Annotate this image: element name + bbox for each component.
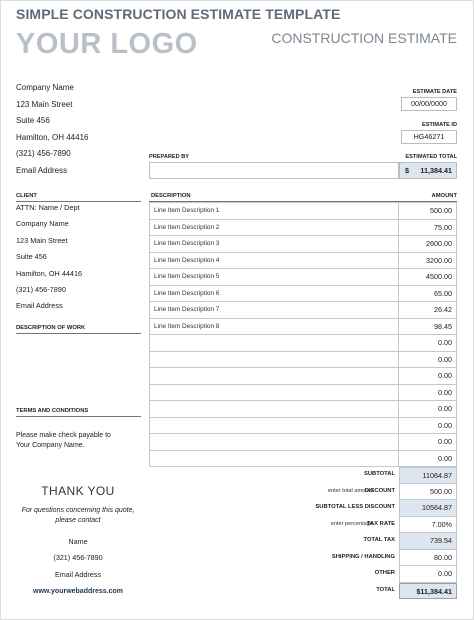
line-item-description[interactable]: Line Item Description 3 — [150, 236, 399, 253]
summary-row — [149, 533, 457, 550]
terms-divider — [16, 416, 141, 417]
line-item-row — [150, 335, 457, 352]
currency-symbol: $ — [405, 166, 409, 175]
total-tax-value: 739.54 — [399, 533, 457, 550]
line-item-row — [150, 236, 457, 253]
estimated-total-value: 11,384.41 — [420, 166, 452, 175]
tax-rate-label: TAX RATE — [366, 520, 395, 527]
subtotal-less-discount-value: 10564.87 — [399, 500, 457, 517]
line-item-amount[interactable]: 2600.00 — [399, 236, 457, 253]
grand-total-label: TOTAL — [376, 586, 395, 593]
line-item-amount[interactable]: 500.00 — [399, 203, 457, 220]
description-of-work-label: DESCRIPTION OF WORK — [16, 325, 86, 331]
discount-label: DISCOUNT — [364, 487, 395, 494]
line-item-description[interactable] — [150, 417, 399, 434]
line-item-row — [150, 450, 457, 467]
line-item-amount[interactable]: 75.00 — [399, 219, 457, 236]
contact-email: Email Address — [55, 570, 101, 579]
terms-line: Please make check payable to — [16, 432, 111, 439]
line-item-amount[interactable]: 0.00 — [399, 351, 457, 368]
summary-row — [149, 517, 457, 534]
line-item-row — [150, 285, 457, 302]
line-item-row — [150, 203, 457, 220]
contact-phone: (321) 456-7890 — [53, 553, 103, 562]
total-tax-label: TOTAL TAX — [363, 537, 395, 543]
line-item-description[interactable]: Line Item Description 1 — [150, 203, 399, 220]
estimate-date-label: ESTIMATE DATE — [412, 89, 457, 95]
summary-row — [149, 566, 457, 583]
client-phone: (321) 456-7890 — [16, 284, 66, 294]
other-field[interactable]: 0.00 — [399, 566, 457, 583]
estimate-id-field[interactable]: HG46271 — [401, 130, 457, 144]
client-city: Hamilton, OH 44416 — [16, 268, 83, 278]
company-info — [16, 83, 88, 183]
logo-placeholder: YOUR LOGO — [16, 28, 198, 60]
line-item-description[interactable]: Line Item Description 2 — [150, 219, 399, 236]
other-label: OTHER — [374, 570, 395, 576]
estimated-total-label: ESTIMATED TOTAL — [405, 154, 457, 160]
description-of-work-divider — [16, 333, 141, 334]
line-item-amount[interactable]: 0.00 — [399, 368, 457, 385]
line-item-description[interactable] — [150, 434, 399, 451]
line-item-description[interactable] — [150, 401, 399, 418]
line-item-description[interactable]: Line Item Description 8 — [150, 318, 399, 335]
line-item-description[interactable] — [150, 368, 399, 385]
shipping-label: SHIPPING / HANDLING — [331, 553, 395, 560]
line-item-amount[interactable]: 0.00 — [399, 417, 457, 434]
line-item-description[interactable] — [150, 450, 399, 467]
client-street: 123 Main Street — [16, 235, 68, 245]
line-item-row — [150, 252, 457, 269]
line-item-amount[interactable]: 0.00 — [399, 401, 457, 418]
line-item-amount[interactable]: 0.00 — [399, 384, 457, 401]
contact-note-line: For questions concerning this quote, — [21, 507, 135, 514]
line-items-table — [149, 202, 457, 467]
line-item-amount[interactable]: 0.00 — [399, 450, 457, 467]
client-divider — [16, 201, 141, 202]
subtotal-label: SUBTOTAL — [363, 471, 395, 477]
line-item-row — [150, 351, 457, 368]
subtotal-value: 11064.87 — [399, 467, 457, 484]
company-city: Hamilton, OH 44416 — [16, 132, 89, 142]
line-item-amount[interactable]: 4500.00 — [399, 269, 457, 286]
company-suite: Suite 456 — [16, 116, 50, 126]
line-item-description[interactable] — [150, 384, 399, 401]
line-item-amount[interactable]: 0.00 — [399, 434, 457, 451]
client-suite: Suite 456 — [16, 252, 47, 262]
summary-row — [149, 550, 457, 567]
line-item-description[interactable]: Line Item Description 6 — [150, 285, 399, 302]
client-email: Email Address — [16, 301, 63, 311]
company-email: Email Address — [16, 165, 68, 175]
tax-rate-field[interactable]: 7.00% — [399, 517, 457, 534]
summary-row — [149, 467, 457, 484]
summary-row — [149, 484, 457, 501]
line-item-row — [150, 219, 457, 236]
company-name: Company Name — [16, 83, 74, 92]
terms-label: TERMS AND CONDITIONS — [16, 408, 89, 414]
description-of-work-field[interactable] — [16, 337, 141, 403]
estimated-total-field — [399, 162, 457, 179]
line-item-amount[interactable]: 65.00 — [399, 285, 457, 302]
discount-hint: enter total amount — [327, 487, 373, 494]
line-item-description[interactable]: Line Item Description 7 — [150, 302, 399, 319]
shipping-field[interactable]: 80.00 — [399, 550, 457, 567]
line-item-row — [150, 417, 457, 434]
contact-note-line: please contact — [55, 516, 101, 524]
prepared-by-label: PREPARED BY — [149, 154, 189, 160]
grand-total-value: $11,384.41 — [399, 583, 457, 600]
line-item-amount[interactable]: 0.00 — [399, 335, 457, 352]
line-item-row — [150, 434, 457, 451]
contact-name: Name — [68, 537, 88, 546]
tax-rate-hint: enter percentage — [330, 520, 373, 527]
line-item-row — [150, 384, 457, 401]
line-item-amount[interactable]: 98.45 — [399, 318, 457, 335]
line-item-description[interactable] — [150, 351, 399, 368]
line-item-row — [150, 368, 457, 385]
document-type: CONSTRUCTION ESTIMATE — [271, 30, 457, 46]
summary-row — [149, 583, 457, 600]
terms-text — [16, 431, 141, 450]
subtotal-less-discount-label: SUBTOTAL LESS DISCOUNT — [315, 504, 395, 510]
line-item-description[interactable]: Line Item Description 4 — [150, 252, 399, 269]
line-item-description[interactable]: Line Item Description 5 — [150, 269, 399, 286]
page-title: SIMPLE CONSTRUCTION ESTIMATE TEMPLATE — [16, 6, 341, 22]
line-item-description[interactable] — [150, 335, 399, 352]
line-item-amount[interactable]: 26.42 — [399, 302, 457, 319]
line-item-row — [150, 318, 457, 335]
line-item-row — [150, 269, 457, 286]
estimate-id-label: ESTIMATE ID — [421, 122, 457, 128]
line-item-row — [150, 401, 457, 418]
client-company: Company Name — [16, 219, 69, 229]
prepared-by-field[interactable] — [149, 162, 399, 179]
line-item-amount[interactable]: 3200.00 — [399, 252, 457, 269]
company-street: 123 Main Street — [16, 99, 73, 109]
description-header: DESCRIPTION — [151, 193, 191, 199]
summary-block — [149, 467, 457, 599]
client-label: CLIENT — [16, 193, 37, 199]
website-link[interactable]: www.yourwebaddress.com — [33, 588, 123, 595]
amount-header: AMOUNT — [431, 193, 457, 199]
summary-row — [149, 500, 457, 517]
estimate-date-field[interactable]: 00/00/0000 — [401, 97, 457, 111]
thank-you-heading: THANK YOU — [41, 484, 115, 498]
discount-field[interactable]: 500.00 — [399, 484, 457, 501]
terms-line: Your Company Name. — [16, 441, 85, 449]
client-attn: ATTN: Name / Dept — [16, 203, 80, 212]
client-info — [16, 203, 82, 318]
company-phone: (321) 456-7890 — [16, 149, 71, 159]
contact-note — [16, 506, 140, 525]
line-item-row — [150, 302, 457, 319]
